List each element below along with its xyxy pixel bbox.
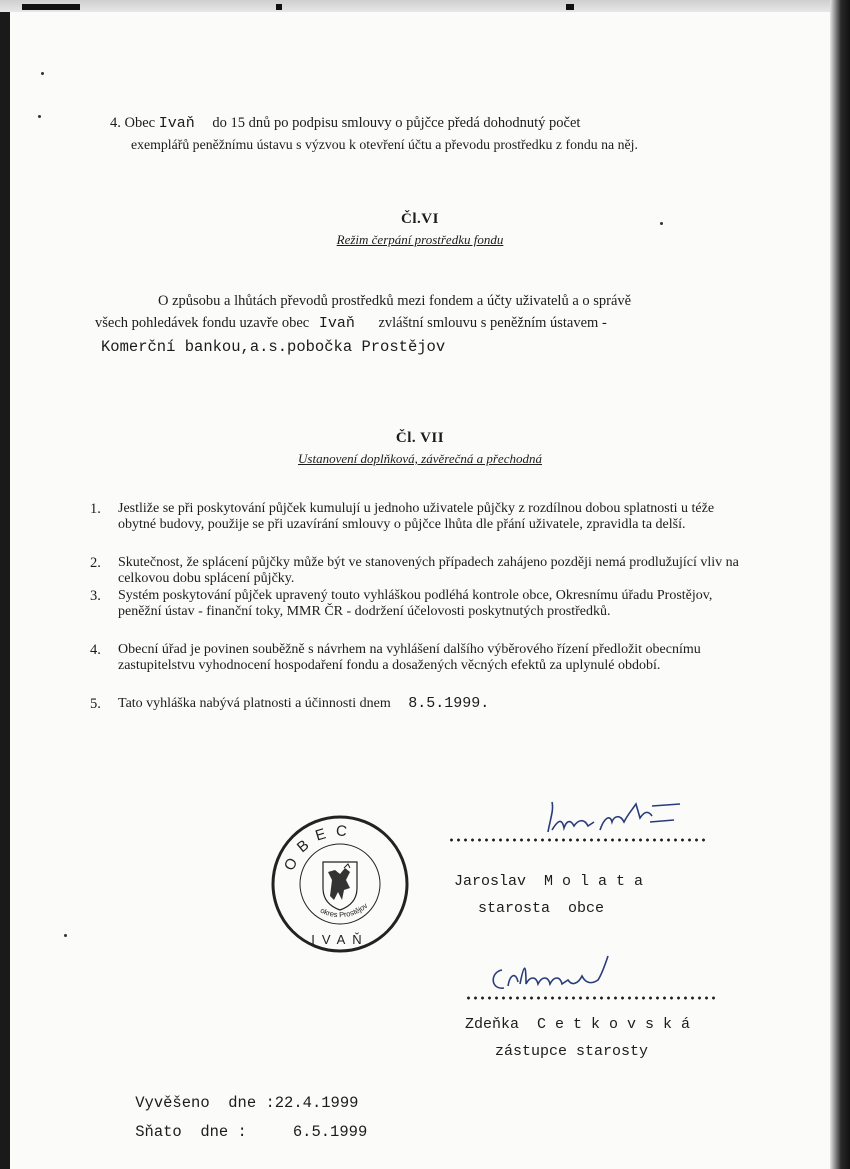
para-number: 4.	[110, 115, 121, 131]
list-item-text: Systém poskytování půjček upravený touto vyhláškou podléhá kontrole obce, Okresnímu úřadu Prostějov, peněžní ústav - finanční toky, MMR ČR - dodržení účelovosti poskytnutých prostředků.	[118, 588, 713, 619]
list-item-text: Obecní úřad je povinen souběžně s návrhem na vyhlášení dalšího výběrového řízení předložit obecnímu zastupitelstvu vyhodnocení hospodaření fondu a dosažených věcných efektů za uplynulé období.	[118, 642, 701, 673]
article-text: všech pohledávek fondu uzavře obec	[95, 315, 310, 331]
para-text: do 15 dnů po podpisu smlouvy o půjčce předá dohodnutý počet	[212, 115, 581, 131]
article-6-heading: Čl.VI	[401, 211, 439, 227]
paragraph-4-line-2: exemplářů peněžnímu ústavu s výzvou k otevření účtu a převodu prostředku z fondu na něj.	[131, 137, 638, 152]
mayor-title: starosta obce	[478, 900, 605, 917]
mayor-signature-icon	[540, 792, 700, 842]
signature-line	[465, 996, 717, 1000]
article-6-line-1: O způsobu a lhůtách převodů prostředků mezi fondem a účty uživatelů a o správě	[158, 293, 632, 309]
effective-date: 8.5.1999.	[408, 695, 490, 712]
deputy-title: zástupce starosty	[495, 1043, 649, 1060]
removed-date: 6.5.1999	[292, 1123, 368, 1141]
village-name: Ivaň	[158, 115, 195, 132]
article-6-line-2	[95, 315, 795, 332]
document-page: 4. Obec Ivaň do 15 dnů po podpisu smlouvy o půjčce předá dohodnutý počet exemplářů peněžnímu ústavu s výzvou k otevření účtu a převodu prostředku z fondu na něj. Čl.VI Režim čerpání prostředku fondu O způsobu a lhůtách převodů prostředků mezi fondem a účty uživatelů a o správě všech pohledávek fondu uzavře obec Ivaň zvláštní smlouvu s peněžním ústavem - Komerční bankou,a.s.pobočka Prostějov Čl. VII Ustanovení doplňková, závěrečná a přechodná 1. Jestliže se při poskytování půjček kumulují u jednoho uživatele půjčky z rozdílnou dobou splatnosti u téže obytné budovy, použije se při uzavírání smlouvy o půjčce lhůta dle přání uživatele, zpravidla ta delší. 2. Skutečnost, že splácení půjčky může být ve stanovených případech zahájeno později nemá prodlužující vliv na celkovou dobu splácení půjčky. 3. Systém poskytování půjček upravený touto vyhláškou podléhá kontrole obce, Okresnímu úřadu Prostějov, peněžní ústav - finanční toky, MMR ČR - dodržení účelovosti poskytnutých prostředků. 4. Obecní úřad je povinen souběžně s návrhem na vyhlášení dalšího výběrového řízení předložit obecnímu zastupitelstvu vyhodnocení hospodaření fondu a dosažených věcných efektů za uplynulé období. 5. Tato vyhláška nabývá platnosti a účinnosti dnem 8.5.1999. OBEC okres Prostějov IVAŇ Jaroslav M o l a t a starosta obce Zdeňka C e t k o v s k á zástupce starosty Vyvěšeno dne :22.4.1999 Sňato dne : 6.5.1999	[10, 12, 830, 1169]
scan-top-edge	[0, 0, 850, 12]
speck	[41, 72, 44, 75]
paragraph-4	[110, 115, 790, 132]
speck	[64, 934, 67, 937]
speck	[38, 115, 41, 118]
article-7-heading: Čl. VII	[395, 430, 445, 446]
bank-name: Komerční bankou,a.s.pobočka Prostějov	[101, 338, 446, 356]
village-name: Ivaň	[318, 315, 355, 332]
scan-mark	[22, 4, 80, 10]
coat-of-arms-icon	[323, 862, 357, 910]
stamp-bottom-text: IVAŇ	[311, 932, 369, 947]
stamp-district-text: okres Prostějov	[318, 901, 370, 920]
article-6-subheading: Režim čerpání prostředku fondu	[336, 232, 504, 247]
deputy-name: Zdeňka C e t k o v s k á	[465, 1016, 691, 1033]
official-stamp	[270, 814, 410, 954]
list-item-text: Skutečnost, že splácení půjčky může být ve stanovených případech zahájeno později nemá prodlužující vliv na celkovou dobu splácení půjčky.	[118, 555, 739, 586]
scan-right-edge	[830, 0, 850, 1169]
article-text: zvláštní smlouvu s peněžním ústavem -	[378, 315, 607, 331]
removed-label: Sňato dne :	[135, 1123, 247, 1141]
removed-row	[98, 1105, 367, 1159]
speck	[660, 222, 663, 225]
list-item-text: Tato vyhláška nabývá platnosti a účinnosti dnem 8.5.1999.	[118, 695, 490, 712]
stamp-top-text: OBEC	[280, 822, 357, 874]
list-item-text: Jestliže se při poskytování půjček kumulují u jednoho uživatele půjčky z rozdílnou dobou splatnosti u téže obytné budovy, použije se při uzavírání smlouvy o půjčce lhůta dle přání uživatele, zpravidla ta delší.	[118, 501, 715, 532]
posted-label: Vyvěšeno dne :	[135, 1094, 275, 1112]
scan-mark	[276, 4, 282, 10]
mayor-name: Jaroslav M o l a t a	[454, 873, 644, 890]
deputy-signature-icon	[480, 950, 620, 1000]
scan-mark	[566, 4, 574, 10]
signature-line	[448, 838, 706, 842]
para-text: Obec	[124, 115, 156, 131]
article-7-subheading: Ustanovení doplňková, závěrečná a přechodná	[298, 451, 542, 466]
posted-date: 22.4.1999	[274, 1094, 359, 1112]
